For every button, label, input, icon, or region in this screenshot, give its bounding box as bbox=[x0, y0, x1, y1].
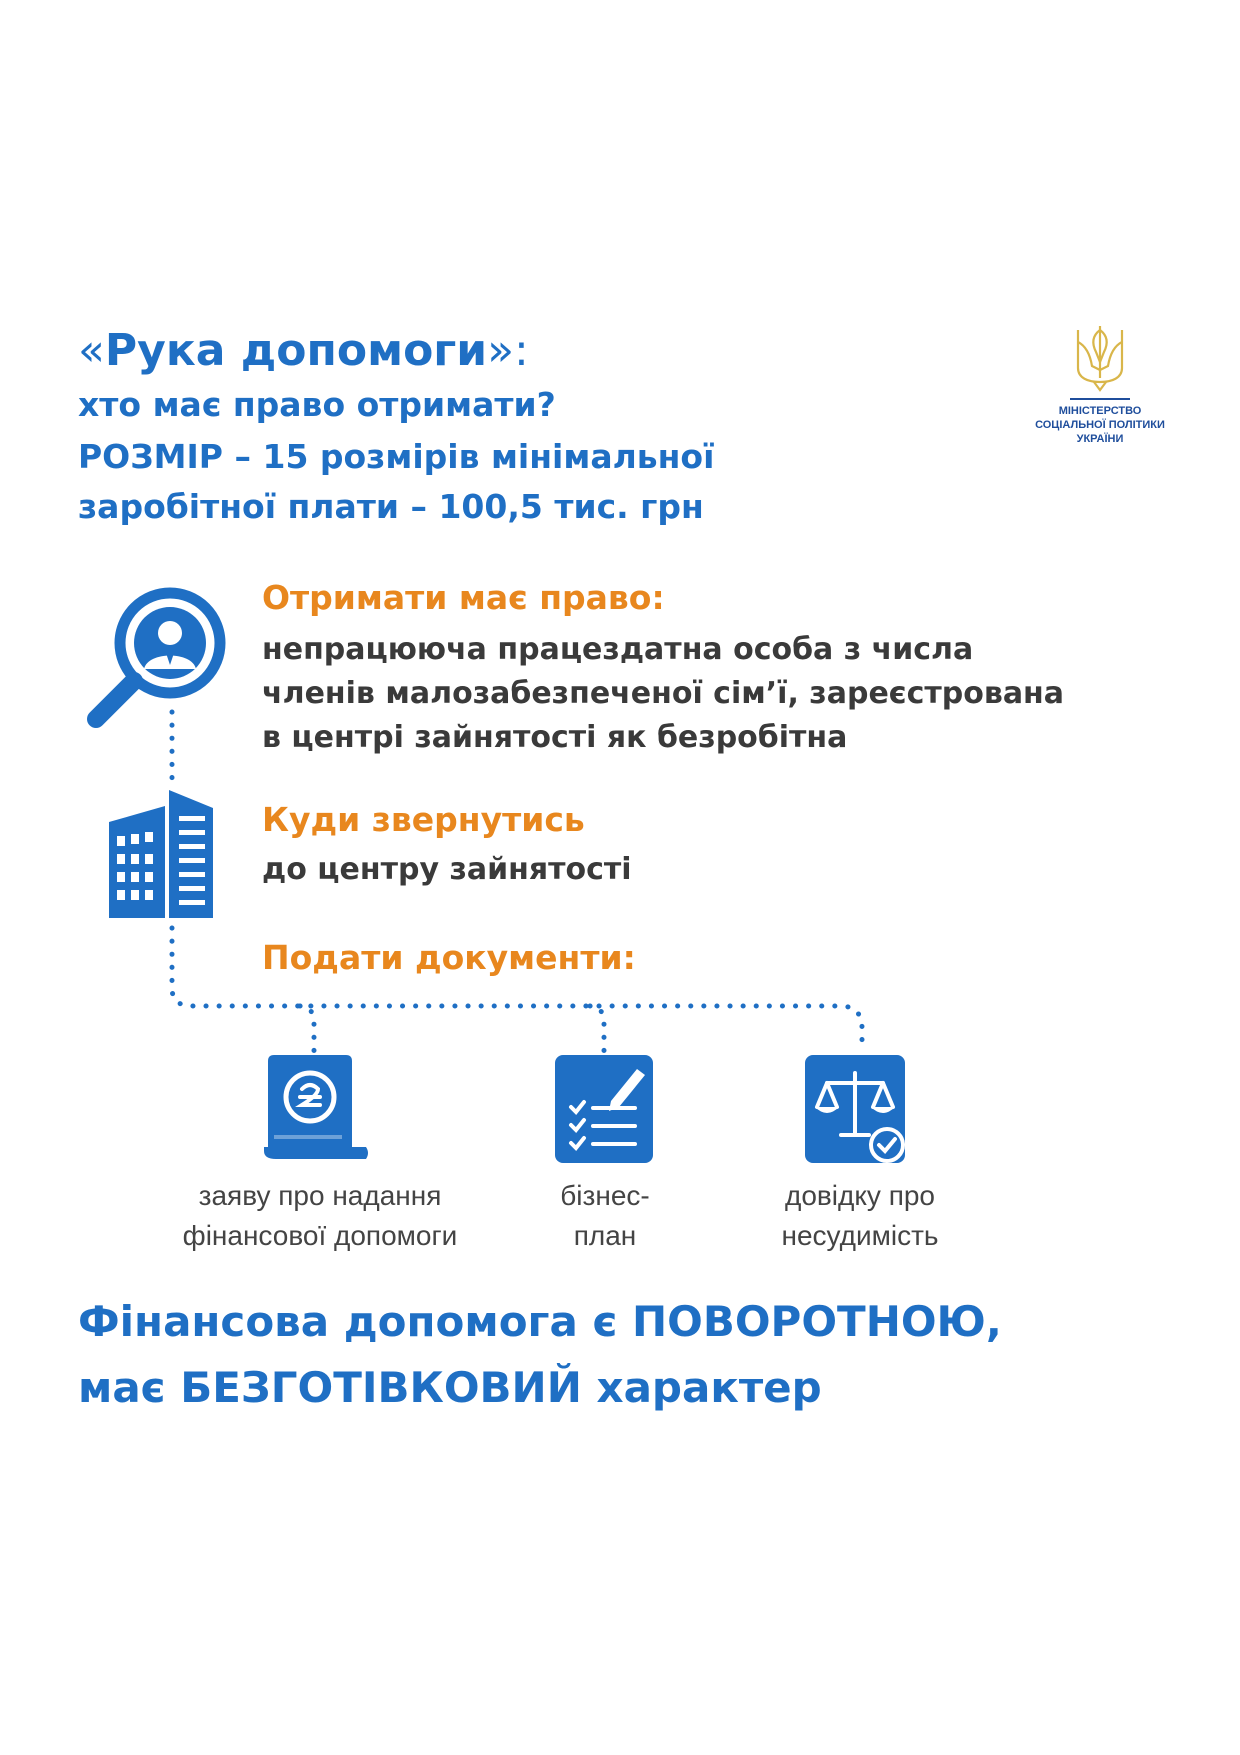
logo-line-1: МІНІСТЕРСТВО bbox=[1058, 405, 1142, 417]
footer-line-2: має БЕЗГОТІВКОВИЙ характер bbox=[78, 1363, 822, 1412]
eligibility-text: непрацююча працездатна особа з числа членів малозабезпеченої сім’ї, зареєстрована в центрі зайнятості як безробітна bbox=[262, 632, 1065, 755]
document-label-application: заяву про надання фінансової допомоги bbox=[182, 1180, 458, 1251]
checklist-icon bbox=[555, 1055, 655, 1163]
office-building-icon bbox=[105, 786, 217, 922]
size-label: РОЗМІР bbox=[78, 437, 223, 476]
document-label-business-plan: бізнес- план bbox=[560, 1180, 650, 1251]
where-heading: Куди звернутись bbox=[262, 800, 585, 839]
eligibility-heading: Отримати має право: bbox=[262, 578, 665, 617]
logo-line-2: СОЦІАЛЬНОЇ ПОЛІТИКИ bbox=[1035, 419, 1165, 431]
page-title: «Рука допомоги»: bbox=[78, 325, 529, 376]
magnifier-person-icon bbox=[78, 585, 238, 730]
subtitle: хто має право отримати? bbox=[78, 385, 556, 424]
footer-line-1: Фінансова допомога є ПОВОРОТНОЮ, bbox=[78, 1297, 1002, 1346]
size-line-2: заробітної плати – 100,5 тис. грн bbox=[78, 487, 704, 526]
scales-icon bbox=[805, 1055, 913, 1163]
hryvnia-scroll-icon bbox=[262, 1055, 370, 1165]
document-label-certificate: довідку про несудимість bbox=[781, 1180, 939, 1251]
documents-heading: Подати документи: bbox=[262, 938, 636, 977]
size-line-1: РОЗМІР – 15 розмірів мінімальної bbox=[78, 437, 715, 476]
size-amount: 100,5 тис. грн bbox=[438, 487, 704, 526]
title-text: Рука допомоги bbox=[104, 325, 488, 376]
where-text: до центру зайнятості bbox=[262, 852, 632, 887]
logo-line-3: УКРАЇНИ bbox=[1076, 433, 1124, 445]
